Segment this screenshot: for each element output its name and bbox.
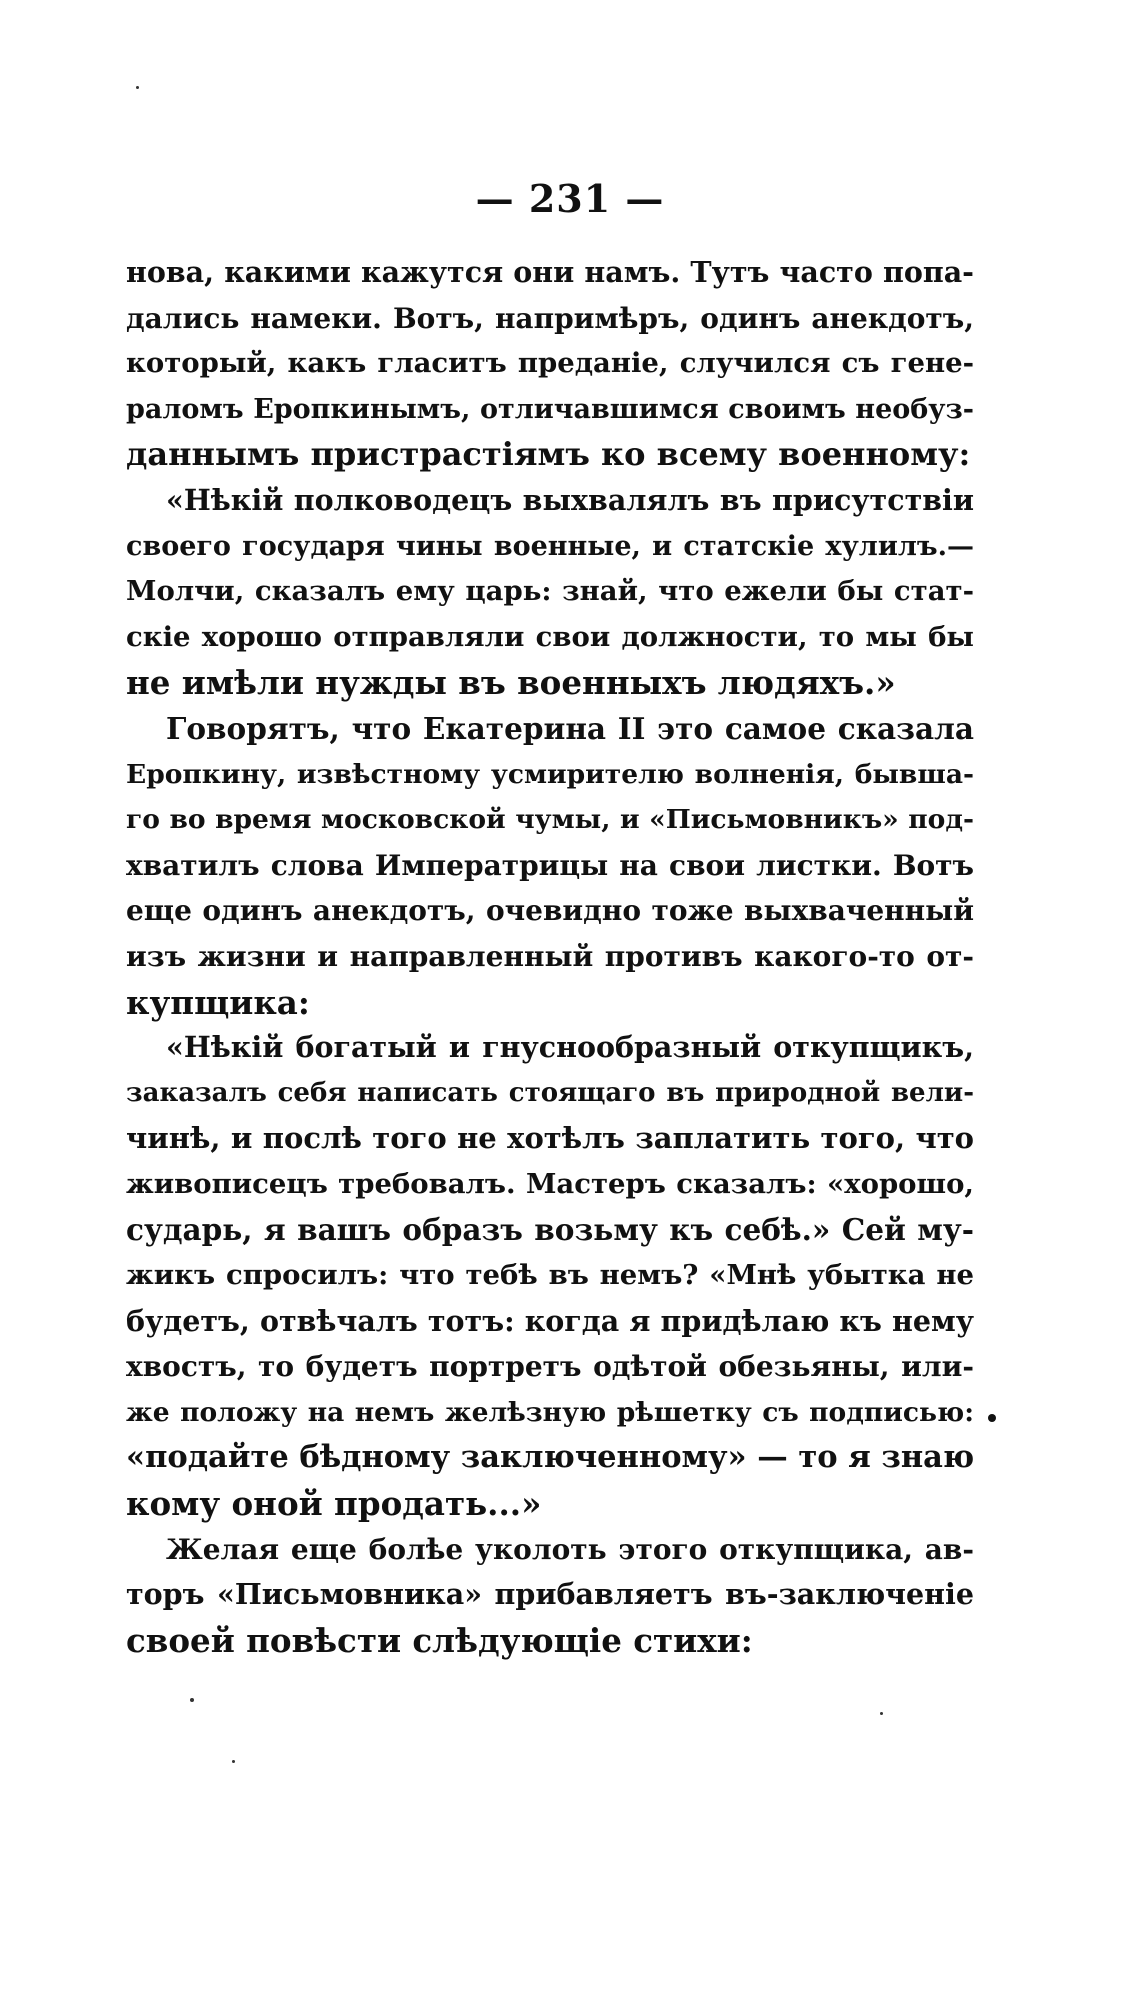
scan-speck xyxy=(232,1760,235,1763)
text-line: кому оной продать...» xyxy=(126,1484,542,1524)
text-line: изъ жизни и направленный противъ какого-то от- xyxy=(126,939,974,973)
text-line: не имѣли нужды въ военныхъ людяхъ.» xyxy=(126,663,896,703)
scan-speck xyxy=(880,1712,883,1715)
text-line: Говорятъ, что Екатерина II это самое сказала xyxy=(166,710,974,746)
text-line: «подайте бѣдному заключенному» — то я знаю xyxy=(126,1439,974,1476)
scan-speck xyxy=(136,86,139,89)
text-line: Еропкину, извѣстному усмирителю волненія, бывша- xyxy=(126,758,974,790)
text-line: даннымъ пристрастіямъ ко всему военному: xyxy=(126,435,971,474)
text-line: го во время московской чумы, и «Письмовникъ» под- xyxy=(126,804,974,836)
text-line: Молчи, сказалъ ему царь: знай, что ежели бы стат- xyxy=(126,575,974,608)
text-line: «Нѣкій богатый и гнуснообразный откупщикъ, xyxy=(166,1030,974,1065)
text-line: своего государя чины военные, и статскіе хулилъ.— xyxy=(126,530,974,562)
scan-ink-dot xyxy=(988,1414,996,1422)
text-line: хватилъ слова Императрицы на свои листки. Вотъ xyxy=(126,848,974,882)
scan-speck xyxy=(190,1698,194,1702)
text-line: нова, какими кажутся они намъ. Тутъ часто попа- xyxy=(126,255,974,289)
text-line: будетъ, отвѣчалъ тотъ: когда я придѣлаю къ нему xyxy=(126,1303,974,1338)
text-line: жикъ спросилъ: что тебѣ въ немъ? «Мнѣ убытка не xyxy=(126,1259,974,1292)
text-line: чинѣ, и послѣ того не хотѣлъ заплатить того, что xyxy=(126,1121,974,1156)
text-line: же положу на немъ желѣзную рѣшетку съ подписью: xyxy=(126,1396,974,1428)
text-line: заказалъ себя написать стоящаго въ природной вели- xyxy=(126,1077,974,1108)
text-line: «Нѣкій полководецъ выхвалялъ въ присутствіи xyxy=(166,482,974,517)
body-text xyxy=(126,250,974,1663)
text-line: раломъ Еропкинымъ, отличавшимся своимъ необуз- xyxy=(126,393,974,425)
text-line: сударь, я вашъ образъ возьму къ себѣ.» Сей му- xyxy=(126,1212,974,1248)
text-line: купщика: xyxy=(126,982,310,1022)
text-line: который, какъ гласитъ преданіе, случился съ гене- xyxy=(126,347,974,380)
text-line: еще одинъ анекдотъ, очевидно тоже выхваченный xyxy=(126,894,974,928)
text-line: торъ «Письмовника» прибавляетъ въ-заключеніе xyxy=(126,1577,974,1612)
text-line: дались намеки. Вотъ, напримѣръ, одинъ анекдотъ, xyxy=(126,301,974,335)
text-line: Желая еще болѣе уколоть этого откупщика, ав- xyxy=(166,1532,974,1566)
text-line: хвостъ, то будетъ портретъ одѣтой обезьяны, или- xyxy=(126,1350,974,1384)
text-line: скіе хорошо отправляли свои должности, то мы бы xyxy=(126,620,974,653)
text-line: живописецъ требовалъ. Мастеръ сказалъ: «хорошо, xyxy=(126,1167,974,1200)
page-number: — 231 — xyxy=(475,176,665,221)
text-line: своей повѣсти слѣдующіе стихи: xyxy=(126,1620,753,1660)
